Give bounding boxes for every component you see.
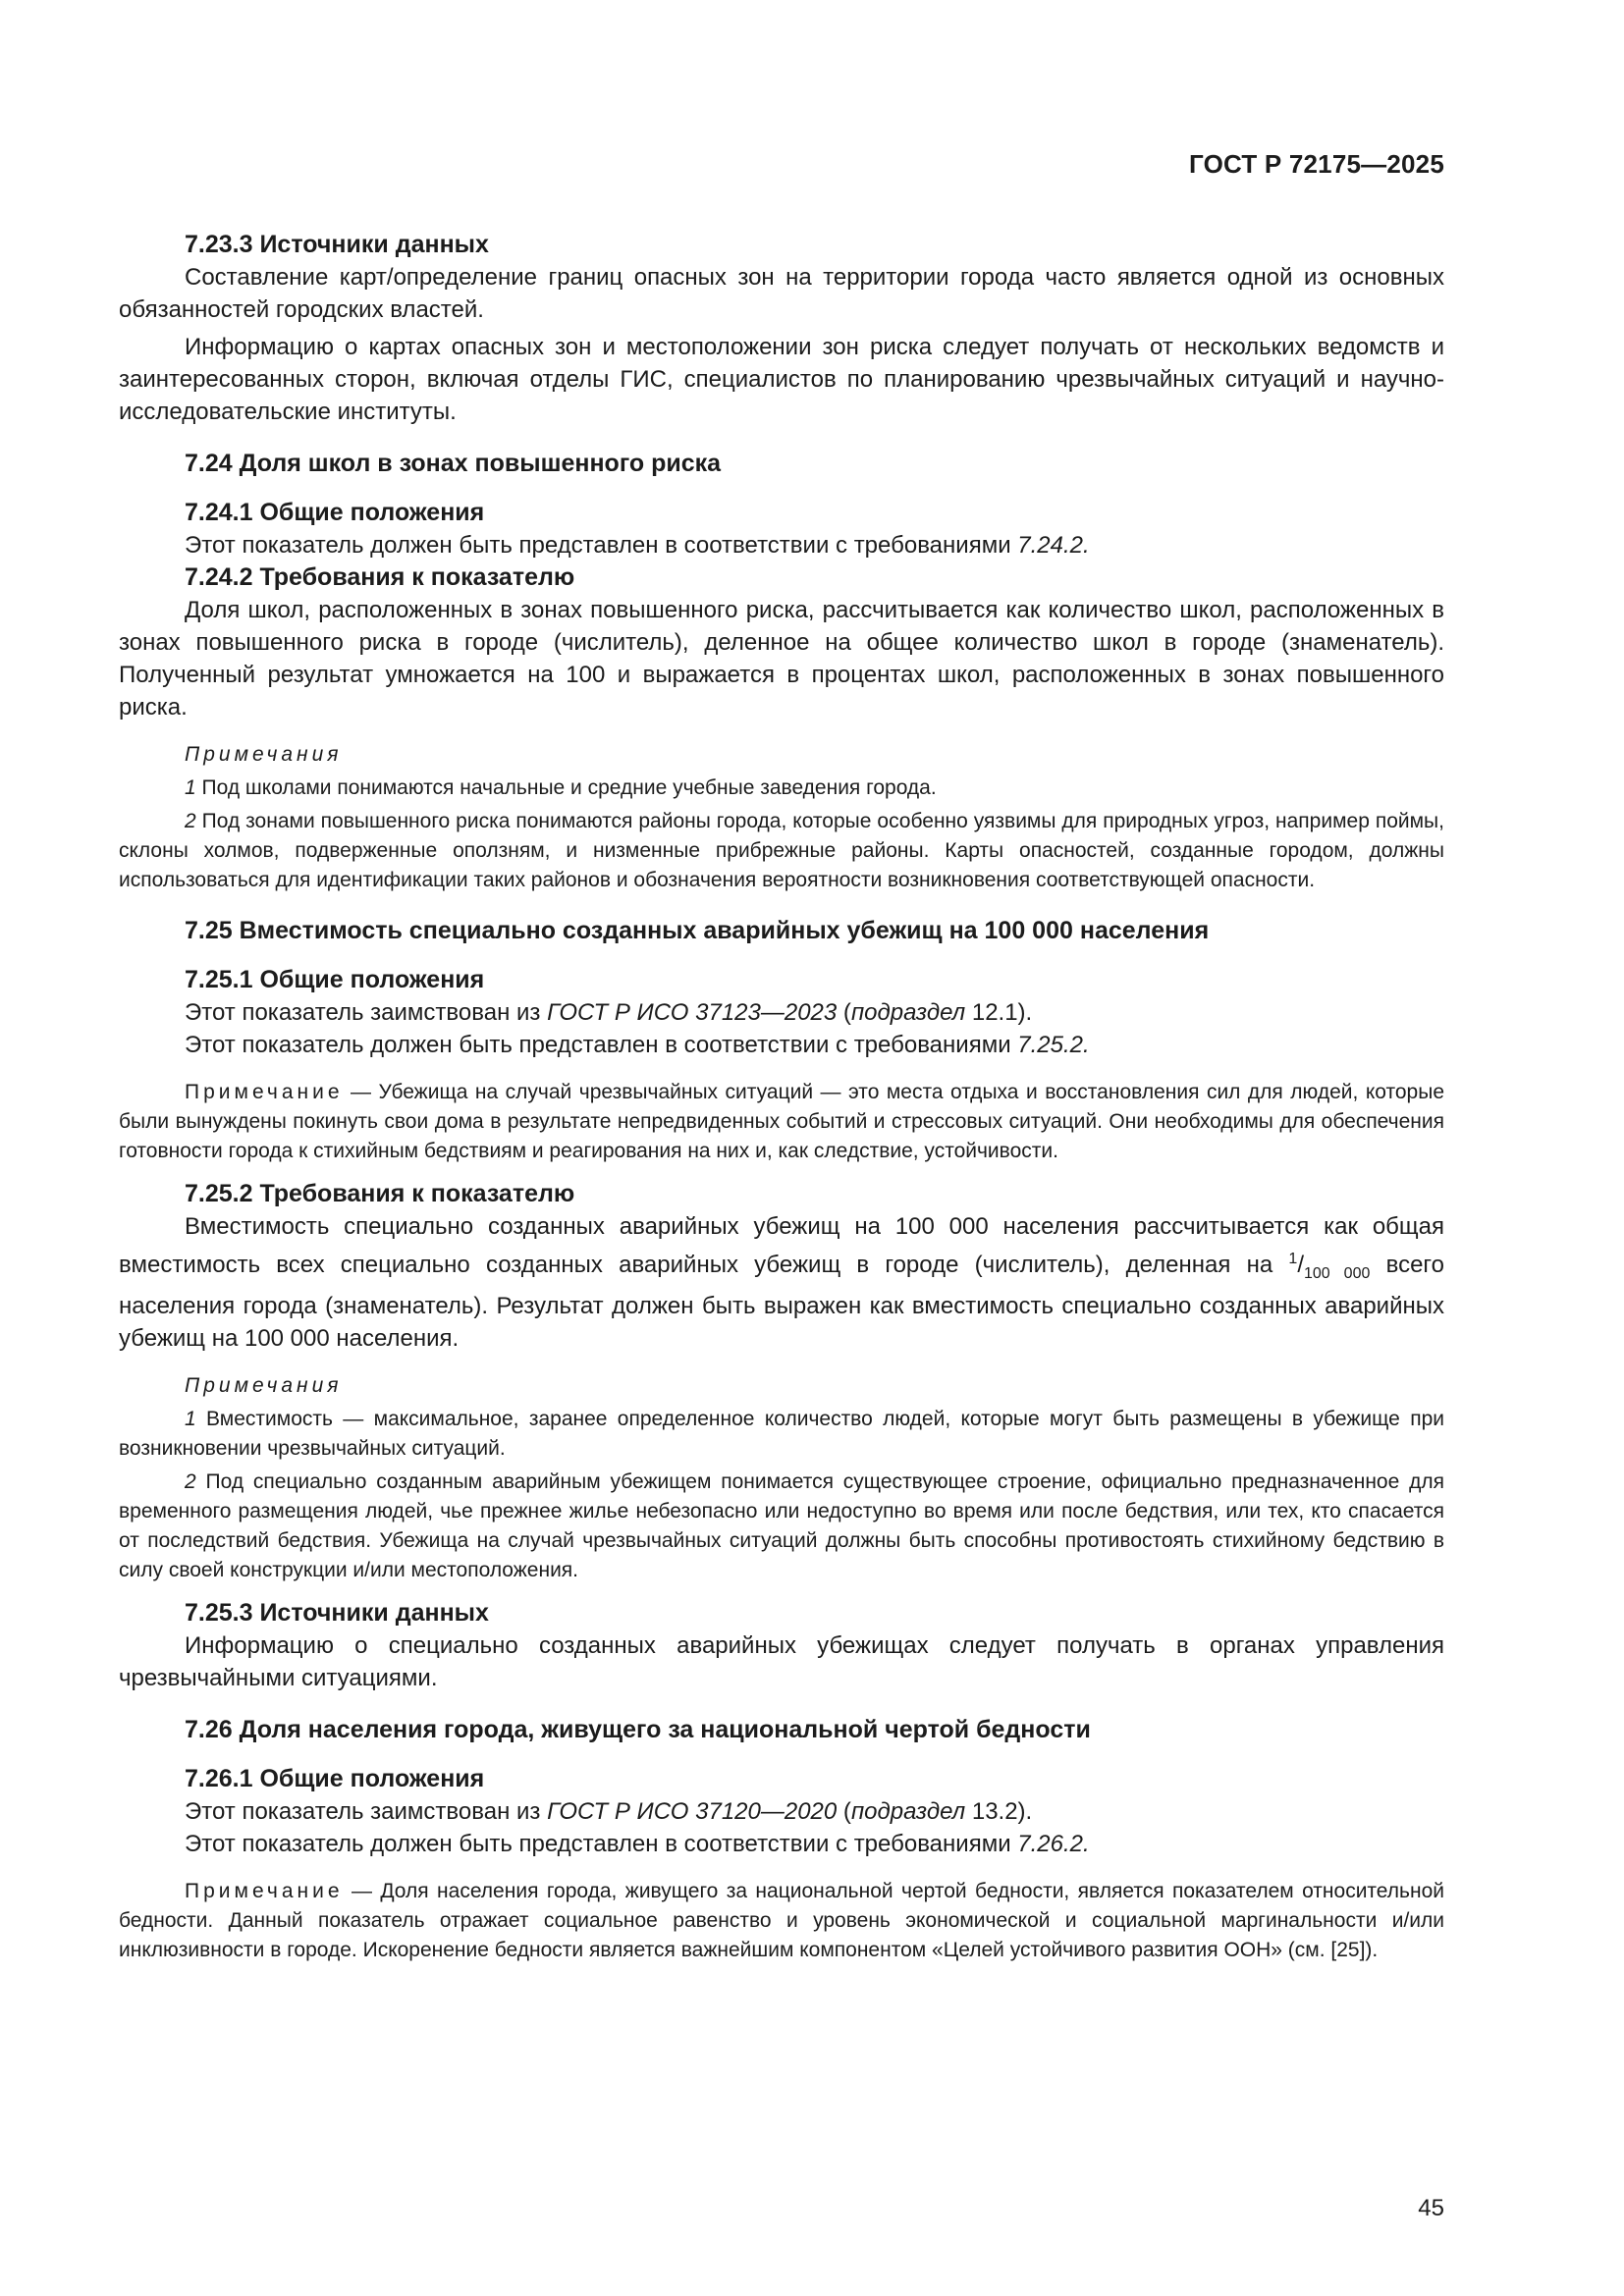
note-2: 2 Под специально созданным аварийным убежищем понимается существующее строение, официально предназначенное для временного размещения людей, чье прежнее жилье небезопасно или недоступно во время или после бедствия, или тех, кто спасается от последствий бедствия. Убежища на случай чрезвычайных ситуаций должны быть способны противостоять стихийному бедствию в силу своей конструкции и/или местоположения. (119, 1470, 1444, 1581)
page-number: 45 (1418, 2195, 1444, 2221)
paragraph: Информацию о картах опасных зон и местоположении зон риска следует получать от нескольких ведомств и заинтересованных сторон, включая отделы ГИС, специалистов по планированию чрезвычайных ситуаций и научно-исследовательские институты. (119, 334, 1444, 425)
section-heading-7-26-1: 7.26.1 Общие положения (185, 1765, 485, 1792)
paragraph: Доля школ, расположенных в зонах повышенного риска, рассчитывается как количество школ, расположенных в зонах повышенного риска в городе (числитель), деленное на общее количество школ в городе (знаменатель). Полученный результат умножается на 100 и выражается в процентах школ, расположенных в зонах повышенного риска. (119, 597, 1444, 721)
notes-title: Примечания (185, 743, 343, 766)
section-heading-7-25-2: 7.25.2 Требования к показателю (185, 1180, 575, 1207)
page-content (119, 229, 1444, 1965)
note: Примечание — Убежища на случай чрезвычайных ситуаций — это места отдыха и восстановления сил для людей, которые были вынуждены покинуть свои дома в результате непредвиденных событий и стрессовых ситуаций. Они необходимы для обеспечения готовности города к стихийным бедствиям и реагирования на них и, как следствие, устойчивости. (119, 1081, 1444, 1162)
paragraph: Этот показатель заимствован из ГОСТ Р ИСО 37120—2020 (подраздел 13.2). (185, 1798, 1033, 1825)
paragraph: Этот показатель должен быть представлен в соответствии с требованиями 7.25.2. (185, 1032, 1090, 1058)
section-heading-7-24-2: 7.24.2 Требования к показателю (185, 563, 575, 591)
section-heading-7-25: 7.25 Вместимость специально созданных аварийных убежищ на 100 000 населения (185, 917, 1210, 944)
section-heading-7-24: 7.24 Доля школ в зонах повышенного риска (185, 450, 722, 477)
section-heading-7-25-1: 7.25.1 Общие положения (185, 966, 485, 993)
section-heading-7-25-3: 7.25.3 Источники данных (185, 1599, 489, 1627)
cross-reference: 7.26.2. (1017, 1831, 1090, 1857)
section-heading-7-24-1: 7.24.1 Общие положения (185, 499, 485, 526)
paragraph: Составление карт/определение границ опасных зон на территории города часто является одной из основных обязанностей городских властей. (119, 264, 1444, 323)
cross-reference: 7.24.2. (1017, 532, 1090, 559)
note-1: 1 Вместимость — максимальное, заранее определенное количество людей, которые могут быть размещены в убежище при возникновении чрезвычайных ситуаций. (119, 1408, 1444, 1460)
cross-reference: ГОСТ Р ИСО 37123—2023 (547, 999, 838, 1026)
cross-reference: ГОСТ Р ИСО 37120—2020 (547, 1798, 838, 1825)
section-heading-7-26: 7.26 Доля населения города, живущего за национальной чертой бедности (185, 1716, 1091, 1743)
paragraph: Этот показатель должен быть представлен в соответствии с требованиями 7.26.2. (185, 1831, 1090, 1857)
cross-reference: 7.25.2. (1017, 1032, 1090, 1058)
paragraph: Информацию о специально созданных аварийных убежищах следует получать в органах управления чрезвычайными ситуациями. (119, 1632, 1444, 1691)
section-heading-7-23-3: 7.23.3 Источники данных (185, 231, 489, 258)
notes-title: Примечания (185, 1374, 343, 1397)
note: Примечание — Доля населения города, живущего за национальной чертой бедности, является показателем относительной бедности. Данный показатель отражает социальное равенство и уровень экономической и социальной маргинальности и/или инклюзивности в городе. Искоренение бедности является важнейшим компонентом «Целей устойчивого развития ООН» (см. [25]). (119, 1880, 1444, 1961)
note-1: 1 Под школами понимаются начальные и средние учебные заведения города. (185, 776, 937, 799)
paragraph: Этот показатель должен быть представлен в соответствии с требованиями 7.24.2. (185, 532, 1090, 559)
note-2: 2 Под зонами повышенного риска понимаются районы города, которые особенно уязвимы для природных угроз, например поймы, склоны холмов, подверженные оползням, и низменные прибрежные районы. Карты опасностей, созданные городом, должны использоваться для идентификации таких районов и обозначения вероятности возникновения соответствующей опасности. (119, 810, 1444, 891)
standard-designation: ГОСТ Р 72175—2025 (1189, 149, 1444, 179)
paragraph: Этот показатель заимствован из ГОСТ Р ИСО 37123—2023 (подраздел 12.1). (185, 999, 1033, 1026)
paragraph: Вместимость специально созданных аварийных убежищ на 100 000 населения рассчитывается как общая вместимость всех специально созданных аварийных убежищ в городе (числитель), деленная на $^1/_{100 000}$ всего населения города (знаменатель). Результат должен быть выражен как вместимость специально созданных аварийных убежищ на 100 000 населения. (119, 1213, 1445, 1352)
